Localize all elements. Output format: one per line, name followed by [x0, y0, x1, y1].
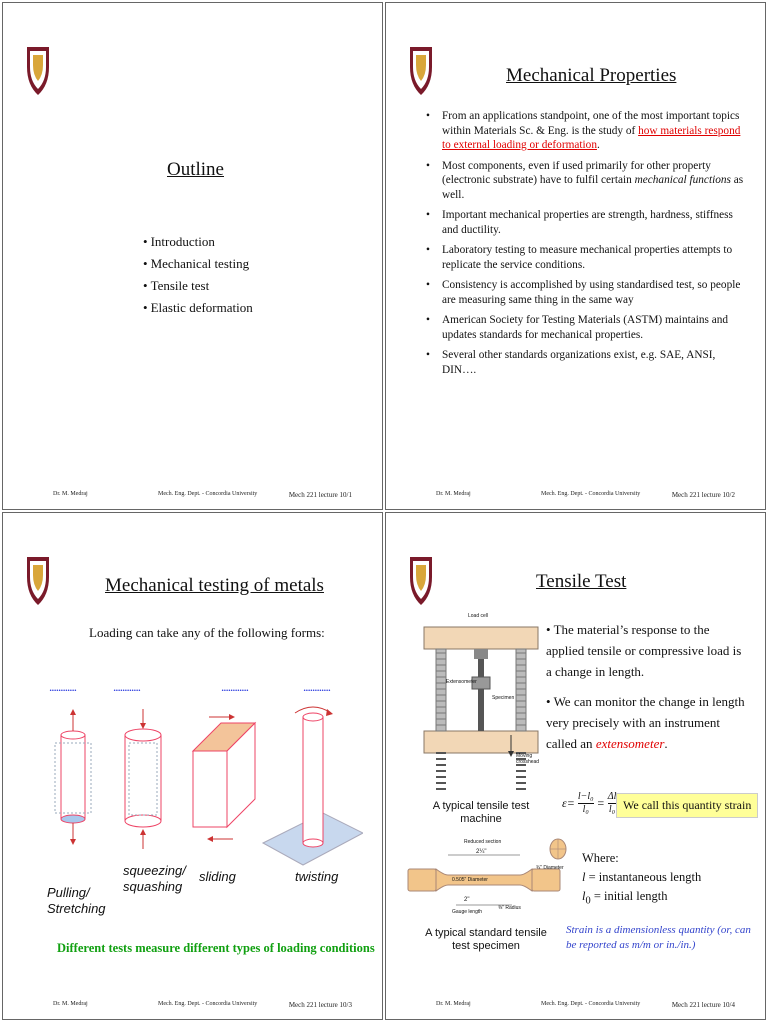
- paragraph: • We can monitor the change in length very precisely with an instrument called an extensometer.: [546, 694, 745, 751]
- label-pulling: Pulling/ Stretching: [47, 885, 106, 916]
- slide-title: Mechanical testing of metals: [105, 575, 324, 596]
- reduced-section-label: Reduced section: [464, 839, 502, 845]
- gauge-length-label: Gauge length: [452, 909, 483, 915]
- footer-lecture: Mech 221 lecture 10/4: [671, 1001, 735, 1009]
- slide-subtitle: Loading can take any of the following forms:: [89, 625, 325, 640]
- university-logo-icon: [408, 45, 434, 97]
- diameter-big-label: ¾" Diameter: [536, 865, 564, 871]
- list-item: • Mechanical testing: [143, 253, 253, 275]
- slide-title: Tensile Test: [536, 571, 627, 592]
- dots-separator: ............: [303, 679, 330, 694]
- footer-lecture: Mech 221 lecture 10/3: [288, 1001, 352, 1009]
- properties-list: [424, 109, 744, 383]
- specimen-cross-section-icon: [548, 837, 568, 861]
- strain-note: Strain is a dimensionless quantity (or, can be reported as m/m or in./in.): [566, 924, 751, 951]
- dots-separator: ............: [221, 679, 248, 694]
- footer-author: Dr. M. Medraj: [436, 1001, 471, 1007]
- university-logo-icon: [25, 45, 51, 97]
- footer-author: Dr. M. Medraj: [436, 491, 471, 497]
- university-logo-icon: [408, 555, 434, 607]
- footer-dept: Mech. Eng. Dept. - Concordia University: [541, 1001, 641, 1007]
- list-item: • Several other standards organizations exist, e.g. SAE, ANSI, DIN….: [424, 348, 744, 377]
- diameter-small-label: 0.505" Diameter: [452, 877, 488, 883]
- outline-list: [143, 231, 253, 319]
- list-item: • American Society for Testing Materials (ASTM) maintains and updates standards for mechanical properties.: [424, 313, 744, 342]
- bottom-statement: Different tests measure different types of loading conditions: [57, 941, 375, 955]
- slide-mechanical-properties: [385, 2, 766, 510]
- slide-mechanical-testing: [2, 512, 383, 1020]
- slide-title: Outline: [167, 159, 224, 180]
- label-sliding: sliding: [199, 869, 236, 884]
- university-logo-icon: [25, 555, 51, 607]
- footer-author: Dr. M. Medraj: [53, 1001, 88, 1007]
- footer-author: Dr. M. Medraj: [53, 491, 88, 497]
- footer-dept: Mech. Eng. Dept. - Concordia University: [541, 491, 641, 497]
- list-item: • From an applications standpoint, one of the most important topics within Materials Sc. & Eng. is the study of how materials respond to external loading or deformation.: [424, 109, 744, 153]
- slide-outline: [2, 2, 383, 510]
- crosshead-label: Moving crosshead: [516, 753, 540, 765]
- compression-cylinder-icon: [125, 709, 161, 849]
- highlight-link: how materials respond to external loading or deformation: [442, 124, 741, 151]
- loadcell-label: Load cell: [468, 613, 489, 619]
- definitions: Where: l = instantaneous length $l_0$ = initial length: [582, 851, 702, 907]
- label-twisting: twisting: [295, 869, 339, 884]
- list-item: • Elastic deformation: [143, 297, 253, 319]
- list-item: • Laboratory testing to measure mechanical properties attempts to replicate the service conditions.: [424, 243, 744, 272]
- footer-lecture: Mech 221 lecture 10/1: [288, 491, 352, 499]
- tensile-machine-figure: [416, 611, 546, 797]
- extensometer-label: Extensometer: [446, 679, 477, 685]
- tensile-description: [546, 619, 746, 763]
- tension-cylinder-icon: [55, 709, 91, 845]
- list-item: • Important mechanical properties are strength, hardness, stiffness and ductility.: [424, 208, 744, 237]
- torsion-cylinder-icon: [263, 707, 363, 865]
- list-item: • Tensile test: [143, 275, 253, 297]
- shear-block-icon: [193, 714, 255, 842]
- list-item: • Introduction: [143, 231, 253, 253]
- footer-dept: Mech. Eng. Dept. - Concordia University: [158, 1001, 258, 1007]
- slide-tensile-test: [385, 512, 766, 1020]
- footer-lecture: Mech 221 lecture 10/2: [671, 491, 735, 499]
- radius-label: ⅜" Radius: [498, 905, 521, 911]
- gauge-length-value: 2": [464, 897, 470, 903]
- slide-title: Mechanical Properties: [506, 65, 677, 86]
- specimen-label: Specimen: [492, 695, 515, 701]
- loading-forms-figure: [33, 703, 363, 873]
- dots-separator: ............: [113, 679, 140, 694]
- reduced-length-value: 2¼": [476, 849, 487, 855]
- footer-dept: Mech. Eng. Dept. - Concordia University: [158, 491, 258, 497]
- list-item: • Most components, even if used primarily for other property (electronic substrate) have to fulfil certain mechanical functions as well.: [424, 159, 744, 203]
- specimen-caption: A typical standard tensile test specimen: [425, 927, 547, 952]
- strain-equation: ε= $\frac{\text{l−l₀}}{\text{l₀}}$ = $\frac{\Delta l}{\text{l₀}}$: [562, 791, 617, 815]
- label-squeezing: squeezing/ squashing: [123, 863, 186, 894]
- strain-callout: We call this quantity strain: [616, 793, 758, 818]
- machine-caption: A typical tensile test machine: [432, 800, 530, 825]
- list-item: • Consistency is accomplished by using standardised test, so people are measuring same thing in the same way: [424, 278, 744, 307]
- paragraph: • The material’s response to the applied tensile or compressive load is a change in length.: [546, 622, 742, 679]
- dots-separator: ............: [49, 679, 76, 694]
